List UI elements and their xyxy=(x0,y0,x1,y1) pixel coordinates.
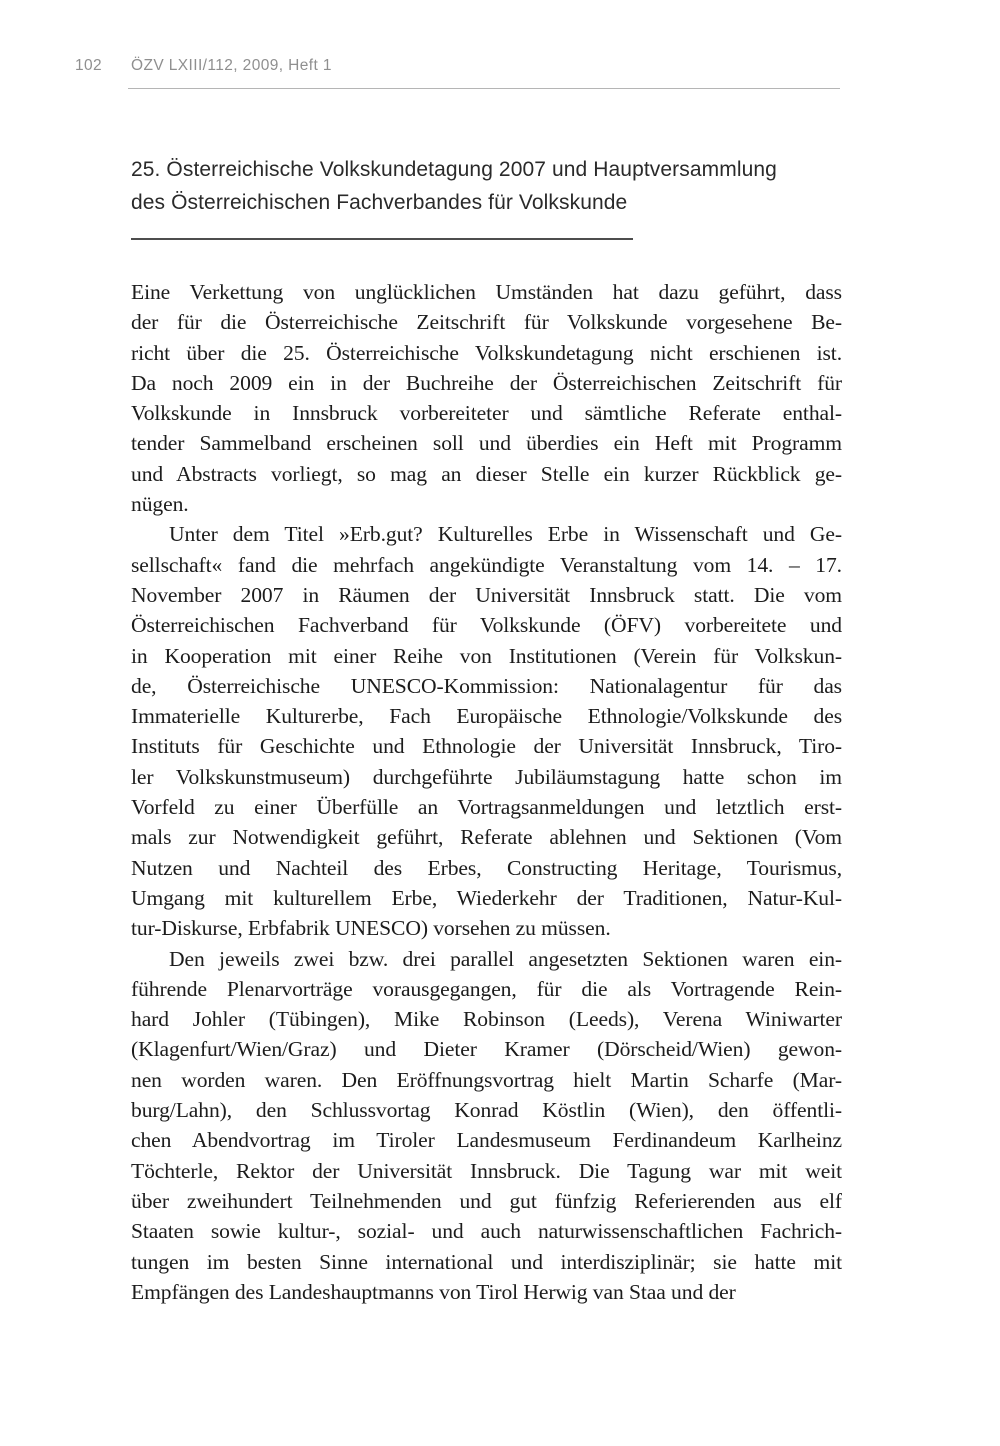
running-head xyxy=(0,57,1000,77)
body-line: November 2007 in Räumen der Universität Innsbruck statt. Die vom xyxy=(131,582,842,607)
body-line: Unter dem Titel »Erb.gut? Kulturelles Erbe in Wissenschaft und Ge- xyxy=(169,522,842,547)
body-line: tungen im besten Sinne international und interdisziplinär; sie hatte mit xyxy=(131,1249,842,1274)
page-number: 102 xyxy=(75,57,103,74)
body-line: Immaterielle Kulturerbe, Fach Europäische Ethnologie/Volkskunde des xyxy=(131,704,842,729)
body-line: de, Österreichische UNESCO-Kommission: Nationalagentur für das xyxy=(131,673,842,698)
body-line: tender Sammelband erscheinen soll und überdies ein Heft mit Programm xyxy=(131,431,842,456)
body-line: Instituts für Geschichte und Ethnologie der Universität Innsbruck, Tiro- xyxy=(131,734,842,759)
paragraph xyxy=(131,277,842,519)
body-line: richt über die 25. Österreichische Volkskundetagung nicht erschienen ist. xyxy=(131,340,842,365)
body-line: sellschaft« fand die mehrfach angekündigte Veranstaltung vom 14. – 17. xyxy=(131,552,842,577)
body-line: tur-Diskurse, Erbfabrik UNESCO) vorsehen zu müssen. xyxy=(131,916,611,941)
body-line: chen Abendvortrag im Tiroler Landesmuseum Ferdinandeum Karlheinz xyxy=(131,1128,842,1153)
body-line: Umgang mit kulturellem Erbe, Wiederkehr der Traditionen, Natur-Kul- xyxy=(131,885,842,910)
body-line: Da noch 2009 ein in der Buchreihe der Österreichischen Zeitschrift für xyxy=(131,370,842,395)
body-line: Staaten sowie kultur-, sozial- und auch naturwissenschaftlichen Fachrich- xyxy=(131,1219,842,1244)
body-line: Volkskunde in Innsbruck vorbereiteter und sämtliche Referate enthal- xyxy=(131,401,842,426)
body-line: (Klagenfurt/Wien/Graz) und Dieter Kramer (Dörscheid/Wien) gewon- xyxy=(131,1037,842,1062)
body-line: Nutzen und Nachteil des Erbes, Constructing Heritage, Tourismus, xyxy=(131,855,842,880)
body-line: über zweihundert Teilnehmenden und gut fünfzig Referierenden aus elf xyxy=(131,1188,842,1213)
body-line: Österreichischen Fachverband für Volkskunde (ÖFV) vorbereitete und xyxy=(131,613,842,638)
body-line: und Abstracts vorliegt, so mag an dieser Stelle ein kurzer Rückblick ge- xyxy=(131,461,842,486)
article-title-line1: 25. Österreichische Volkskundetagung 2007 und Hauptversammlung xyxy=(131,158,777,181)
body-line: Eine Verkettung von unglücklichen Umständen hat dazu geführt, dass xyxy=(131,280,842,304)
article-title-line2: des Österreichischen Fachverbandes für Volkskunde xyxy=(131,191,628,214)
body-line: Empfängen des Landeshauptmanns von Tirol Herwig van Staa und der xyxy=(131,1279,736,1304)
body-line: Töchterle, Rektor der Universität Innsbruck. Die Tagung war mit weit xyxy=(131,1158,842,1183)
body-line: der für die Österreichische Zeitschrift für Volkskunde vorgesehene Be- xyxy=(131,310,842,335)
body-line: Vorfeld zu einer Überfülle an Vortragsanmeldungen und letztlich erst- xyxy=(131,795,842,820)
body-line: hard Johler (Tübingen), Mike Robinson (Leeds), Verena Winiwarter xyxy=(131,1007,842,1032)
title-rule xyxy=(131,238,633,240)
journal-reference: ÖZV LXIII/112, 2009, Heft 1 xyxy=(131,57,332,74)
body-line: burg/Lahn), den Schlussvortag Konrad Köstlin (Wien), den öffentli- xyxy=(131,1098,842,1123)
article-title xyxy=(131,153,891,219)
body-line: mals zur Notwendigkeit geführt, Referate ablehnen und Sektionen (Vom xyxy=(131,825,842,850)
body-line: in Kooperation mit einer Reihe von Institutionen (Verein für Volkskun- xyxy=(131,643,842,668)
paragraph xyxy=(131,944,842,1308)
body-line: führende Plenarvorträge vorausgegangen, für die als Vortragende Rein- xyxy=(131,976,842,1001)
body-line: nügen. xyxy=(131,492,189,517)
body-line: nen worden waren. Den Eröffnungsvortrag hielt Martin Scharfe (Mar- xyxy=(131,1067,842,1092)
header-rule xyxy=(128,88,840,89)
article-body xyxy=(131,277,842,1307)
body-line: Den jeweils zwei bzw. drei parallel angesetzten Sektionen waren ein- xyxy=(169,946,842,971)
paragraph xyxy=(131,519,842,943)
body-line: ler Volkskunstmuseum) durchgeführte Jubiläumstagung hatte schon im xyxy=(131,764,842,789)
